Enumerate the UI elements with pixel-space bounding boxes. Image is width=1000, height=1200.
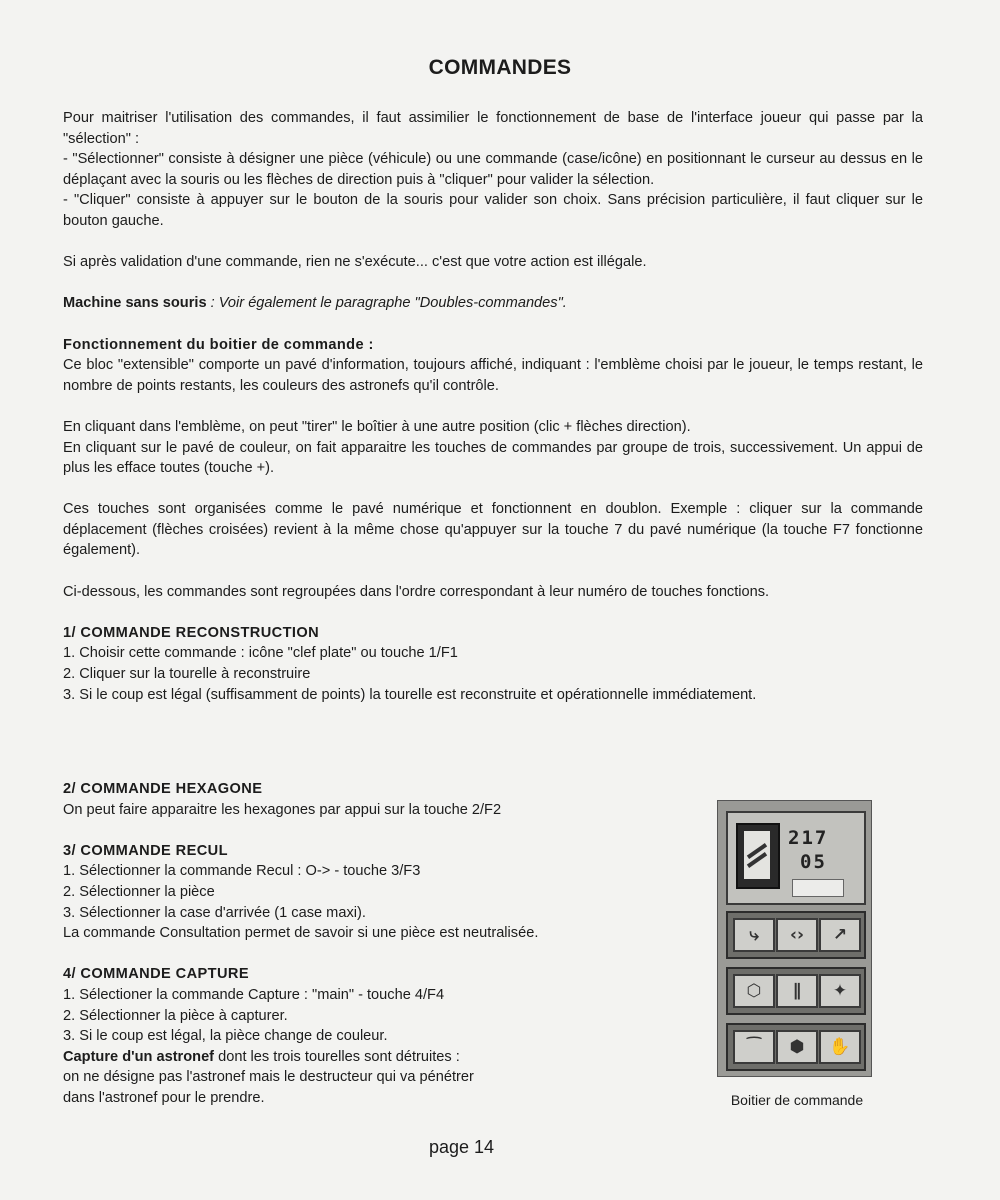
cmd1-step-3: 3. Si le coup est légal (suffisamment de points) la tourelle est reconstruite et opérationnelle immédiatement. [63,686,757,703]
cmd4-line-6: dans l'astronef pour le prendre. [63,1089,265,1106]
boitier-paragraph-2: En cliquant dans l'emblème, on peut "tirer" le boîtier à une autre position (clic + flèches direction). [63,418,691,435]
figure-caption: Boitier de commande [730,1092,864,1108]
cmd2-line-1: On peut faire apparaitre les hexagones par appui sur la touche 2/F2 [63,801,502,818]
key-group-1 [726,911,866,959]
intro-selection-paragraph: - "Sélectionner" consiste à désigner une pièce (véhicule) ou une commande (case/icône) en positionnant le curseur au dessus en le déplaçant avec la souris ou les flèches de direction puis à "cliquer" pour valider la sélection. [63,151,923,188]
intro-click-paragraph: - "Cliquer" consiste à appuyer sur le bouton de la souris pour valider son choix. Sans précision particulière, il faut cliquer sur le bouton gauche. [63,192,923,229]
wrench-icon: ⁀ [733,1030,775,1064]
hand-icon: ✋ [819,1030,861,1064]
fire-arrow-icon: ↗ [819,918,861,952]
cmd3-heading: 3/ COMMANDE RECUL [63,842,228,859]
boitier-paragraph-5: Ci-dessous, les commandes sont regroupées dans l'ordre correspondant à leur numéro de touches fonctions. [63,583,770,600]
cmd1-step-1: 1. Choisir cette commande : icône "clef plate" ou touche 1/F1 [63,645,458,662]
cmd2-heading: 2/ COMMANDE HEXAGONE [63,781,263,797]
key-group-2 [726,967,866,1015]
intro-paragraph: Pour maitriser l'utilisation des commandes, il faut assimilier le fonctionnement de base de l'interface joueur qui passe par la "sélection" : [63,110,923,147]
commands-section [63,779,663,1109]
boitier-heading: Fonctionnement du boitier de commande : [63,336,374,353]
cmd4-astronef-label: Capture d'un astronef [63,1048,215,1065]
info-panel [726,811,866,905]
boitier-paragraph-4: Ces touches sont organisées comme le pavé numérique et fonctionnent en doublon. Exemple : cliquer sur la commande déplacement (flèches croisées) revient à la même chose qu'appuyer sur la touche 7 du pavé numérique (la touche F7 fonctionne également). [63,501,923,559]
time-remaining: 217 [788,827,829,849]
boitier-paragraph-1: Ce bloc "extensible" comporte un pavé d'information, toujours affiché, indiquant : l'emblème choisi par le joueur, le temps restant, le nombre de points restants, les couleurs des astronefs qu'il contrôle. [63,357,923,394]
cmd4-step-2: 2. Sélectionner la pièce à capturer. [63,1007,288,1024]
key-group-3 [726,1023,866,1071]
bracket-arrows-icon: ‹› [776,918,818,952]
cmd4-step-3: 3. Si le coup est légal, la pièce change de couleur. [63,1028,388,1045]
cmd4-astronef-text: dont les trois tourelles sont détruites : [214,1048,460,1065]
cmd1-step-2: 2. Cliquer sur la tourelle à reconstruire [63,666,311,683]
body-text [63,108,923,705]
points-remaining: 05 [800,851,827,873]
command-box-image [717,800,872,1077]
cmd4-line-5: on ne désigne pas l'astronef mais le destructeur qui va pénétrer [63,1069,474,1086]
page-number: page 14 [428,1137,495,1157]
illegal-action-paragraph: Si après validation d'une commande, rien ne s'exécute... c'est que votre action est illégale. [63,254,647,271]
move-arrows-icon: ⤷ [733,918,775,952]
machine-paragraph [63,293,923,314]
star-cluster-icon: ✦ [819,974,861,1008]
machine-text: : Voir également le paragraphe "Doubles-commandes". [206,295,567,312]
cmd4-astronef-line [63,1047,663,1068]
cmd3-step-1: 1. Sélectionner la commande Recul : O-> - touche 3/F3 [63,863,421,880]
emblem-icon [736,823,780,889]
cmd3-step-3: 3. Sélectionner la case d'arrivée (1 case maxi). [63,904,366,921]
hexagon-tool-icon: ⬡ [733,974,775,1008]
cmd3-note: La commande Consultation permet de savoir si une pièce est neutralisée. [63,925,539,942]
cmd4-step-1: 1. Sélectioner la commande Capture : "main" - touche 4/F4 [63,986,445,1003]
cmd1-heading: 1/ COMMANDE RECONSTRUCTION [63,624,320,641]
cmd4-heading: 4/ COMMANDE CAPTURE [63,966,249,983]
boitier-paragraph-3: En cliquant sur le pavé de couleur, on fait apparaitre les touches de commandes par groupe de trois, successivement. Un appui de plus les efface toutes (touche +). [63,439,923,477]
hexagon-icon: ⬢ [776,1030,818,1064]
color-swatch [792,879,844,897]
bars-icon: ∥ [776,974,818,1008]
machine-label: Machine sans souris [63,295,207,312]
cmd3-step-2: 2. Sélectionner la pièce [63,883,215,900]
page-title: COMMANDES [428,56,572,79]
